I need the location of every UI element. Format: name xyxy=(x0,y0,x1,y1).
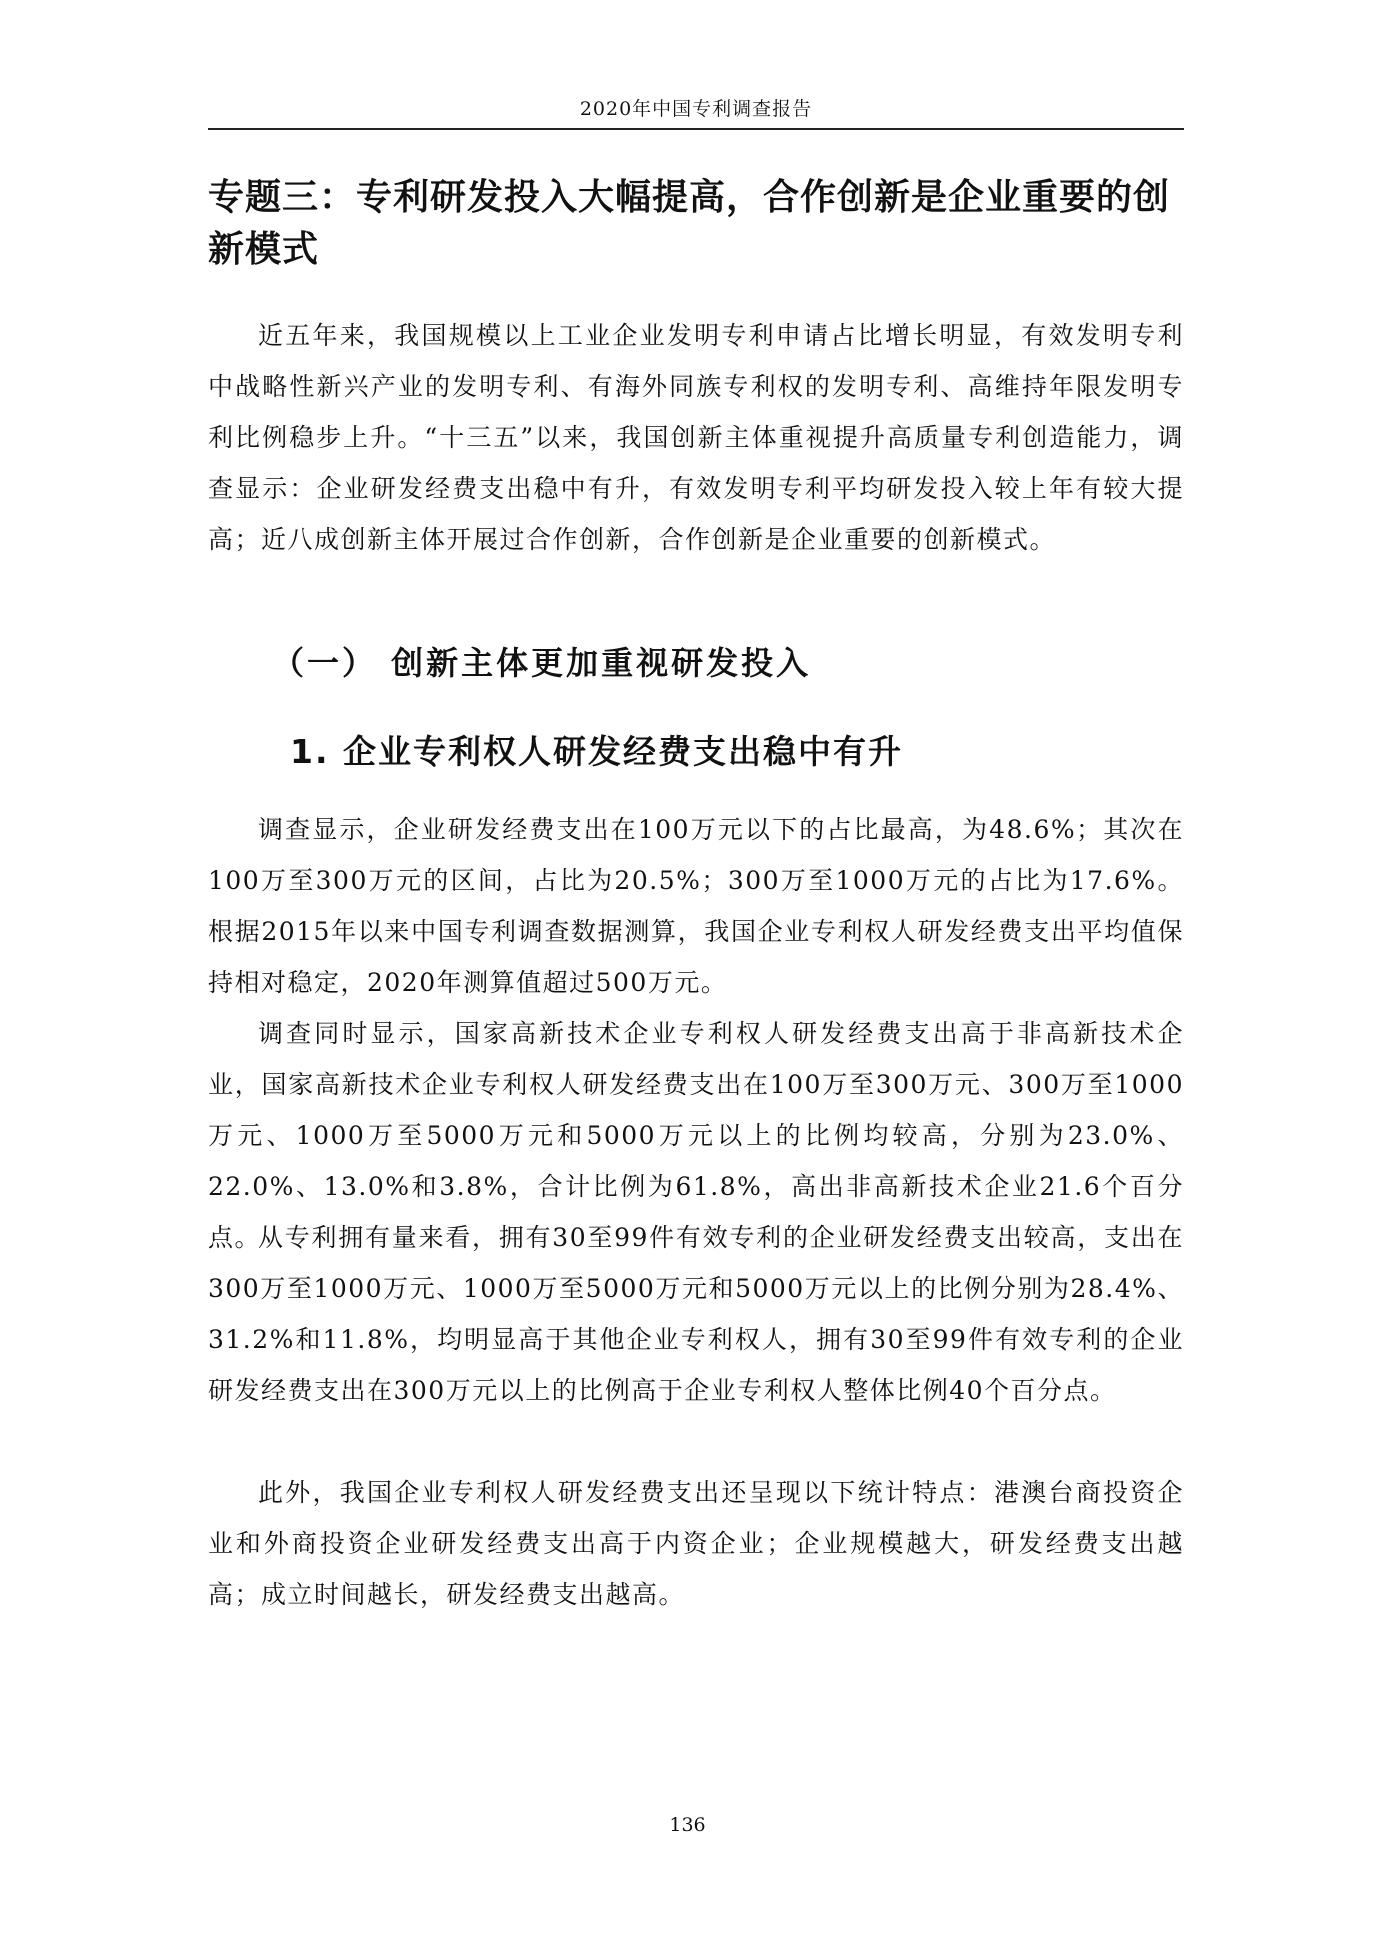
body-paragraph-3: 从专利拥有量来看，拥有30至99件有效专利的企业研发经费支出较高，支出在300万至1000万元、1000万至5000万元和5000万元以上的比例分别为28.4%、31.2%和11.8%，均明显高于其他企业专利权人，拥有30至99件有效专利的企业研发经费支出在300万元以上的比例高于企业专利权人整体比例40个百分点。 xyxy=(208,1223,1184,1405)
body-paragraph-2: 调查同时显示，国家高新技术企业专利权人研发经费支出高于非高新技术企业，国家高新技术企业专利权人研发经费支出在100万至300万元、300万至1000万元、1000万至5000万元和5000万元以上的比例均较高，分别为23.0%、22.0%、13.0%和3.8%，合计比例为61.8%，高出非高新技术企业21.6个百分点。 xyxy=(208,1019,1184,1252)
running-header: 2020年中国专利调查报告 xyxy=(579,98,813,120)
section-heading: （一） 创新主体更加重视研发投入 xyxy=(272,644,812,682)
topic-title: 专题三：专利研发投入大幅提高，合作创新是企业重要的创新模式 xyxy=(208,177,1171,270)
body-paragraph-4: 此外，我国企业专利权人研发经费支出还呈现以下统计特点：港澳台商投资企业和外商投资企业研发经费支出高于内资企业；企业规模越大，研发经费支出越高；成立时间越长，研发经费支出越高。 xyxy=(208,1478,1184,1609)
intro-paragraph: 近五年来，我国规模以上工业企业发明专利申请占比增长明显，有效发明专利中战略性新兴产业的发明专利、有海外同族专利权的发明专利、高维持年限发明专利比例稳步上升。“十三五”以来，我国创新主体重视提升高质量专利创造能力，调查显示：企业研发经费支出稳中有升，有效发明专利平均研发投入较上年有较大提高；近八成创新主体开展过合作创新，合作创新是企业重要的创新模式。 xyxy=(208,321,1184,554)
body-paragraph-1: 调查显示，企业研发经费支出在100万元以下的占比最高，为48.6%；其次在100万至300万元的区间，占比为20.5%；300万至1000万元的占比为17.6%。根据2015年以来中国专利调查数据测算，我国企业专利权人研发经费支出平均值保持相对稳定，2020年测算值超过500万元。 xyxy=(208,815,1184,997)
subsection-heading: 1. 企业专利权人研发经费支出稳中有升 xyxy=(290,732,903,771)
page-number: 136 xyxy=(669,1814,706,1836)
header-divider xyxy=(208,128,1184,130)
